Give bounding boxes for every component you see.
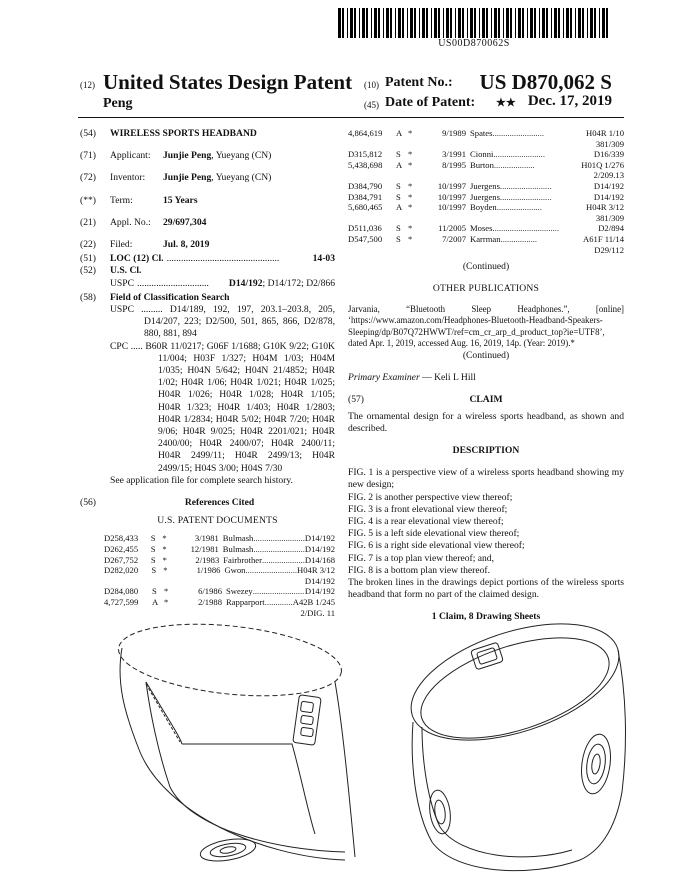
- reference-class: H04R 3/12: [297, 565, 335, 576]
- reference-row: [348, 149, 624, 160]
- reference-number: D547,500: [348, 233, 383, 244]
- reference-date: 9/1989: [442, 128, 466, 138]
- reference-cited-star: *: [408, 191, 413, 202]
- reference-name-class: [470, 192, 624, 203]
- reference-number: D384,790: [348, 180, 383, 191]
- reference-inventor: Cionni: [470, 149, 494, 160]
- reference-class: D14/192: [304, 586, 335, 597]
- continued-refs: (Continued): [462, 261, 510, 273]
- patent-no-label: Patent No.:: [385, 75, 453, 90]
- right-reference-list: [348, 128, 624, 255]
- term-label: Term:: [110, 194, 133, 206]
- code-45: (45): [364, 100, 379, 110]
- examiner-name: — Keli L Hill: [419, 372, 476, 384]
- examiner-label: Primary Examiner: [348, 372, 420, 384]
- reference-inventor: Burton: [470, 159, 494, 170]
- reference-date: 2/1988: [198, 597, 222, 608]
- description-item: FIG. 6 is a right side elevational view thereof;: [348, 540, 525, 552]
- reference-class-continued: D14/192: [304, 575, 335, 586]
- claim-text: The ornamental design for a wireless sports headband, as shown and described.: [348, 410, 624, 434]
- reference-row: [348, 234, 624, 245]
- barcode-number: US00D870062S: [438, 38, 510, 49]
- reference-name-class: [470, 223, 624, 234]
- description-item: FIG. 8 is a bottom plan view thereof.: [348, 564, 491, 576]
- reference-date: 10/1997: [437, 191, 466, 202]
- appl-no-field: (21) Appl. No.: 29/697,304: [80, 216, 207, 228]
- reference-kind: S: [396, 233, 401, 244]
- code-10: (10): [364, 80, 379, 90]
- reference-leader: ........................: [493, 149, 545, 160]
- reference-cited-star: *: [164, 586, 169, 597]
- refs-cited-heading: (56) References Cited: [80, 497, 335, 509]
- other-publications-title: OTHER PUBLICATIONS: [432, 283, 540, 295]
- reference-kind: S: [396, 149, 401, 160]
- term-field: (**) Term: 15 Years: [80, 194, 198, 206]
- reference-kind: S: [396, 191, 401, 202]
- reference-date: 7/2007: [442, 233, 466, 244]
- reference-inventor: Boyden: [470, 202, 497, 213]
- reference-class: D14/192: [304, 544, 335, 555]
- reference-number: 4,864,619: [348, 128, 383, 138]
- description-item: FIG. 2 is another perspective view thereof;: [348, 491, 513, 503]
- reference-date: 2/1983: [195, 554, 220, 565]
- reference-class: D14/192: [304, 533, 335, 544]
- reference-inventor: Bulmash: [222, 533, 254, 544]
- reference-class: A61F 11/14: [583, 233, 624, 244]
- reference-inventor: Moses: [470, 223, 493, 234]
- headband-drawing: [110, 612, 630, 880]
- loc-field: (51) LOC (12) Cl. ............................................... 14-03: [80, 253, 335, 265]
- loc-label: LOC (12) Cl.: [110, 253, 164, 265]
- reference-name-class: [470, 234, 624, 245]
- reference-name-class: [224, 565, 335, 576]
- reference-date: 12/1981: [190, 544, 219, 555]
- reference-cited-star: *: [408, 159, 413, 170]
- reference-class: D14/168: [304, 554, 335, 565]
- headband-left: [115, 614, 355, 864]
- reference-leader: .....................: [496, 202, 542, 213]
- right-column: [348, 128, 624, 624]
- headband-right: [397, 612, 630, 871]
- date-of-patent-label: Date of Patent:: [385, 95, 476, 110]
- reference-name-class: [223, 533, 335, 544]
- reference-row: [348, 202, 624, 213]
- invention-title: WIRELESS SPORTS HEADBAND: [110, 128, 257, 139]
- inventor-field: (72) Inventor: Junjie Peng, Yueyang (CN): [80, 172, 272, 184]
- reference-cited-star: *: [163, 565, 168, 576]
- reference-inventor: Bulmash: [222, 544, 254, 555]
- applicant-label: Applicant:: [110, 150, 151, 162]
- reference-number: D258,433: [104, 533, 139, 544]
- reference-number: D282,020: [104, 565, 139, 576]
- description-item: FIG. 4 is a rear elevational view thereof;: [348, 515, 504, 527]
- description-title: DESCRIPTION: [452, 444, 520, 456]
- reference-class: H01Q 1/276: [581, 159, 624, 170]
- reference-number: D262,455: [104, 544, 139, 555]
- reference-kind: A: [396, 159, 403, 170]
- reference-class: D16/339: [593, 149, 624, 160]
- claim-heading: (57) CLAIM: [348, 394, 624, 406]
- reference-row: [104, 544, 335, 555]
- reference-kind: A: [396, 128, 403, 138]
- reference-leader: ....................: [261, 554, 305, 565]
- reference-inventor: Juergens: [470, 180, 500, 191]
- reference-date: 3/1981: [194, 533, 219, 544]
- reference-kind: A: [396, 202, 403, 213]
- reference-row: [348, 181, 624, 192]
- reference-row: [104, 597, 335, 608]
- left-reference-list: [80, 533, 335, 618]
- appl-no-label: Appl. No.:: [110, 216, 151, 228]
- reference-class: H04R 1/10: [586, 128, 624, 138]
- reference-row: [348, 128, 624, 139]
- field-uspc-list: USPC ......... D14/189, 192, 197, 203.1–203.8, 205, D14/207, 223; D2/500, 501, 865, 866, D2/878, 880, 881, 894: [110, 304, 335, 340]
- reference-cited-star: *: [162, 533, 167, 544]
- reference-class: H04R 3/12: [586, 202, 624, 213]
- reference-kind: S: [150, 554, 156, 565]
- reference-kind: S: [150, 533, 156, 544]
- title-field: [80, 128, 335, 140]
- reference-date: 10/1997: [437, 180, 466, 191]
- applicant-field: (71) Applicant: Junjie Peng, Yueyang (CN): [80, 150, 272, 162]
- reference-class-continued: 381/309: [595, 212, 624, 223]
- field-of-search: (58) Field of Classification Search: [80, 291, 230, 303]
- reference-number: 4,727,599: [104, 597, 139, 608]
- reference-cited-star: *: [164, 597, 169, 608]
- field-search-label: Field of Classification Search: [110, 291, 230, 303]
- loc-value: 14-03: [312, 253, 335, 265]
- reference-cited-star: *: [408, 149, 413, 160]
- reference-leader: .................: [500, 233, 538, 244]
- reference-date: 6/1986: [198, 586, 222, 597]
- reference-class-continued: 2/209.13: [593, 170, 624, 181]
- uscl-field: (52) U.S. Cl.: [80, 265, 142, 277]
- reference-inventor: Karrman: [470, 233, 501, 244]
- reference-inventor: Swezey: [226, 586, 253, 597]
- reference-row: [104, 555, 335, 566]
- other-publications-text: Jarvania, “Bluetooth Sleep Headphones.”, [online] ‘https://www.amazon.com/Headphones-Bluetooth-Headband-Speakers-Sleeping/dp/B07Q72HWWT/ref=cm_cr_arp_d_product_top?ie=UTF8’, dated Apr. 1, 2019, accessed Aug. 16, 2019, 14p. (Year: 2019).*: [348, 303, 624, 349]
- reference-inventor: Rapparport: [226, 597, 265, 608]
- patent-type-title: United States Design Patent: [103, 70, 353, 94]
- reference-date: 1/1986: [196, 565, 221, 576]
- term-value: 15 Years: [163, 194, 198, 206]
- reference-row: [348, 223, 624, 234]
- description-item: FIG. 7 is a top plan view thereof; and,: [348, 552, 495, 564]
- reference-number: 5,438,698: [348, 159, 383, 170]
- code-12: (12): [80, 80, 95, 90]
- reference-class-continued: 2/DIG. 11: [300, 607, 335, 618]
- description-item: The broken lines in the drawings depict portions of the wireless sports headband that form no part of the claimed design.: [348, 576, 624, 601]
- reference-class: D14/192: [593, 180, 624, 191]
- reference-inventor: Gwon: [224, 565, 246, 576]
- reference-class-continued: D29/112: [594, 244, 624, 255]
- reference-number: D284,080: [104, 586, 139, 597]
- reference-leader: ...................: [493, 159, 535, 170]
- description-item: FIG. 3 is a front elevational view thereof;: [348, 503, 508, 515]
- us-patent-docs-title: U.S. PATENT DOCUMENTS: [157, 515, 278, 527]
- reference-class: D2/894: [598, 223, 624, 234]
- reference-cited-star: *: [408, 128, 413, 138]
- description-list: [348, 467, 624, 601]
- applicant-name: Junjie Peng: [163, 150, 212, 162]
- reference-cited-star: *: [408, 233, 413, 244]
- reference-name-class: [223, 555, 335, 566]
- reference-cited-star: *: [408, 180, 413, 191]
- reference-inventor: Fairbrother: [223, 554, 262, 565]
- reference-leader: ........................: [253, 544, 305, 555]
- reference-kind: S: [152, 586, 157, 597]
- description-item: FIG. 5 is a left side elevational view thereof;: [348, 528, 520, 540]
- reference-kind: A: [152, 597, 159, 608]
- reference-row: [104, 565, 335, 576]
- reference-name-class: [223, 544, 335, 555]
- code-54: (54): [80, 128, 96, 139]
- search-history-note: See application file for complete search history.: [110, 474, 293, 486]
- filed-field: (22) Filed: Jul. 8, 2019: [80, 239, 210, 251]
- reference-inventor: Juergens: [470, 191, 500, 202]
- inventor-surname: Peng: [103, 96, 133, 111]
- reference-leader: ........................: [492, 128, 544, 138]
- reference-date: 3/1991: [442, 149, 466, 160]
- reference-name-class: [226, 586, 335, 597]
- reference-inventor: Spates: [470, 128, 493, 138]
- reference-number: D511,036: [348, 223, 382, 234]
- reference-cited-star: *: [408, 223, 413, 234]
- reference-row: [104, 586, 335, 597]
- examiner-line: [348, 372, 624, 384]
- date-stars: ★★: [496, 97, 516, 109]
- barcode: [338, 8, 610, 38]
- reference-number: 5,680,465: [348, 202, 383, 213]
- reference-kind: S: [396, 223, 401, 234]
- patent-date: Dec. 17, 2019: [527, 93, 612, 109]
- uspc-primary: D14/192: [228, 277, 263, 289]
- reference-class-continued: 381/309: [595, 138, 624, 149]
- reference-class: A42B 1/245: [292, 597, 335, 608]
- reference-kind: S: [150, 544, 156, 555]
- refs-cited-title: References Cited: [184, 497, 255, 509]
- claim-title: CLAIM: [469, 394, 503, 406]
- reference-name-class: [470, 181, 624, 192]
- patent-number: US D870,062 S: [479, 70, 612, 94]
- filed-value: Jul. 8, 2019: [163, 239, 210, 251]
- reference-name-class: [470, 202, 624, 213]
- reference-number: D315,812: [348, 149, 383, 160]
- header-rule: [78, 117, 624, 118]
- left-column: [80, 128, 335, 618]
- uscl-label: U.S. Cl.: [110, 265, 142, 277]
- reference-date: 10/1997: [437, 202, 466, 213]
- reference-row: [348, 192, 624, 203]
- filed-label: Filed:: [110, 239, 133, 251]
- reference-leader: ........................: [252, 586, 305, 597]
- reference-name-class: [470, 128, 624, 139]
- inventor-label: Inventor:: [110, 172, 146, 184]
- reference-kind: S: [396, 180, 401, 191]
- reference-kind: S: [151, 565, 157, 576]
- claims-sheets-count: 1 Claim, 8 Drawing Sheets: [431, 611, 541, 623]
- reference-date: 11/2005: [438, 223, 466, 234]
- reference-leader: .............: [264, 597, 293, 608]
- reference-leader: ........................: [499, 191, 552, 202]
- reference-row: [104, 533, 335, 544]
- reference-name-class: [470, 149, 624, 160]
- inventor-name: Junjie Peng: [163, 172, 212, 184]
- reference-leader: ........................: [245, 565, 298, 576]
- reference-number: D384,791: [348, 191, 383, 202]
- reference-leader: ........................: [499, 180, 552, 191]
- field-cpc-list: CPC ..... B60R 11/0217; G06F 1/1688; G10K 9/22; G10K 11/004; H03F 1/327; H04M 1/03; H04M 1/035; H04N 5/642; H04N 21/4852; H04R 1/02; H04R 1/06; H04R 1/021; H04R 1/025; H04R 1/026; H04R 1/028; H04R 1/105; H04R 1/323; H04R 1/403; H04R 1/2803; H04R 1/2834; H04R 5/02; H04R 7/20; H04R 9/06; H04R 9/025; H04R 2201/021; H04R 2400/00; H04R 2400/07; H04R 2400/11; H04R 2499/11; H04R 2499/13; H04R 2499/15; H04S 3/00; H04S 7/30: [110, 340, 335, 474]
- reference-cited-star: *: [162, 544, 167, 555]
- appl-no-value: 29/697,304: [163, 216, 207, 228]
- uspc-line: USPC .............................. D14/192 ; D14/172; D2/866: [110, 277, 335, 289]
- reference-number: D267,752: [104, 554, 139, 565]
- reference-cited-star: *: [162, 554, 167, 565]
- continued-pubs: (Continued): [462, 349, 510, 361]
- reference-leader: ...............................: [492, 223, 560, 234]
- reference-cited-star: *: [408, 202, 413, 213]
- reference-class: D14/192: [593, 191, 624, 202]
- reference-leader: ........................: [253, 533, 305, 544]
- reference-name-class: [226, 597, 335, 608]
- description-item: FIG. 1 is a perspective view of a wireless sports headband showing my new design;: [348, 467, 624, 491]
- reference-date: 8/1995: [442, 159, 466, 170]
- reference-row: [348, 160, 624, 171]
- reference-name-class: [470, 160, 624, 171]
